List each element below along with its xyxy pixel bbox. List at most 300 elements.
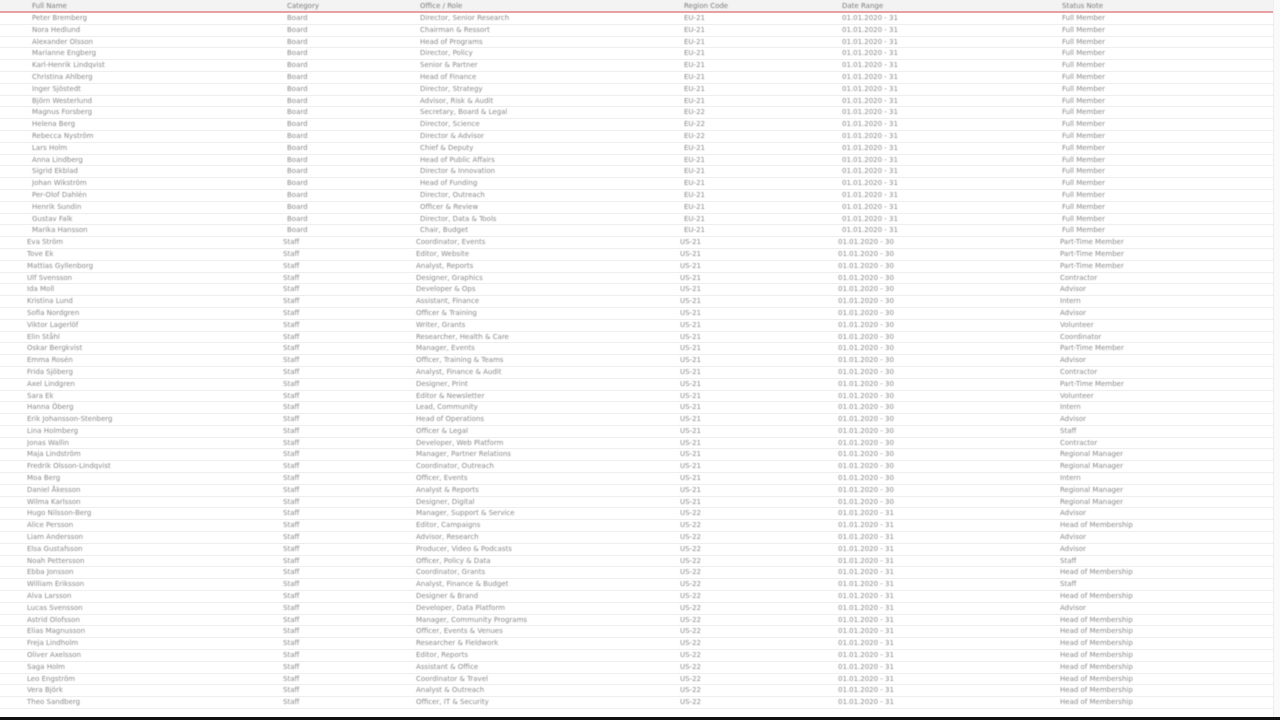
table-cell: EU-21 [684, 226, 705, 235]
table-row[interactable] [0, 402, 1280, 414]
table-row[interactable] [0, 308, 1280, 320]
table-cell: William Eriksson [27, 580, 85, 589]
table-cell: Emma Rosén [27, 356, 73, 365]
table-cell: US-21 [680, 415, 701, 424]
table-row[interactable] [0, 355, 1280, 367]
table-cell: Manager, Partner Relations [416, 450, 511, 459]
table-cell: Designer & Brand [416, 592, 479, 601]
table-cell: Full Member [1062, 72, 1105, 81]
table-cell: US-21 [680, 391, 701, 400]
table-cell: Head of Membership [1060, 568, 1133, 577]
table-cell: 01.01.2020 - 30 [838, 450, 894, 459]
table-cell: EU-22 [684, 120, 705, 129]
table-cell: Contractor [1060, 367, 1098, 376]
table-row[interactable] [0, 520, 1280, 532]
table-cell: Head of Public Affairs [420, 155, 495, 164]
table-cell: Full Member [1062, 226, 1105, 235]
table-cell: Advisor [1060, 356, 1087, 365]
table-cell: EU-21 [684, 190, 705, 199]
table-cell: Full Member [1062, 143, 1105, 152]
table-cell: EU-21 [684, 37, 705, 46]
table-row[interactable] [0, 284, 1280, 296]
table-cell: 01.01.2020 - 30 [838, 261, 894, 270]
table-cell: Coordinator, Outreach [416, 462, 494, 471]
table-cell: EU-21 [684, 14, 705, 22]
table-cell: 01.01.2020 - 30 [838, 497, 894, 506]
table-cell: US-21 [680, 285, 701, 294]
table-cell: Board [287, 167, 308, 176]
table-cell: Full Member [1062, 131, 1105, 140]
table-row[interactable] [0, 96, 1280, 108]
table-cell: Designer, Print [416, 379, 468, 388]
table-cell: Director, Outreach [420, 190, 485, 199]
table-cell: Staff [283, 426, 300, 435]
table-cell: 01.01.2020 - 31 [838, 533, 894, 542]
table-row[interactable] [0, 556, 1280, 568]
table-cell: US-21 [680, 450, 701, 459]
table-cell: Ida Moll [27, 285, 55, 294]
table-cell: Staff [283, 391, 300, 400]
table-row[interactable] [0, 261, 1280, 273]
table-cell: Board [287, 61, 308, 70]
table-cell: Viktor Lagerlöf [27, 320, 79, 329]
table-cell: Head of Membership [1060, 521, 1133, 530]
table-row[interactable] [0, 13, 1280, 25]
vertical-scrollbar[interactable] [1273, 0, 1280, 720]
table-cell: Helena Berg [32, 120, 76, 129]
table-cell: Staff [283, 686, 300, 695]
table-cell: Full Member [1062, 179, 1105, 188]
table-row[interactable] [0, 143, 1280, 155]
table-cell: Gustav Falk [32, 214, 73, 223]
table-cell: Hanna Öberg [27, 403, 74, 412]
table-row[interactable] [0, 461, 1280, 473]
table-cell: Full Member [1062, 190, 1105, 199]
table-cell: US-22 [680, 615, 701, 624]
table-cell: Anna Lindberg [32, 155, 83, 164]
table-cell: 01.01.2020 - 30 [838, 356, 894, 365]
table-cell: Per-Olof Dahlén [32, 190, 87, 199]
table-cell: Developer & Ops [416, 285, 476, 294]
column-header-date-range[interactable]: Date Range [842, 2, 884, 10]
table-row[interactable] [0, 273, 1280, 285]
table-cell: Advisor [1060, 285, 1087, 294]
table-cell: Board [287, 143, 308, 152]
table-cell: Staff [283, 462, 300, 471]
table-cell: Regional Manager [1060, 497, 1124, 506]
table-row[interactable] [0, 107, 1280, 119]
table-cell: Advisor [1060, 544, 1087, 553]
table-cell: Designer, Graphics [416, 273, 483, 282]
table-cell: Marika Hansson [32, 226, 88, 235]
table-cell: Volunteer [1060, 391, 1094, 400]
table-cell: Chairman & Ressort [420, 25, 490, 34]
column-header-region-code[interactable]: Region Code [684, 2, 729, 10]
table-cell: 01.01.2020 - 31 [838, 698, 894, 707]
table-cell: Full Member [1062, 167, 1105, 176]
table-cell: Manager, Events [416, 344, 475, 353]
table-cell: US-22 [680, 568, 701, 577]
table-cell: Advisor, Risk & Audit [420, 96, 494, 105]
table-cell: Rebecca Nyström [32, 131, 94, 140]
table-cell: Fredrik Olsson-Lindqvist [27, 462, 111, 471]
table-cell: Elsa Gustafsson [27, 544, 83, 553]
table-cell: US-21 [680, 356, 701, 365]
table-cell: Editor, Website [416, 249, 470, 258]
table-cell: EU-21 [684, 61, 705, 70]
table-cell: Head of Membership [1060, 639, 1133, 648]
table-cell: Full Member [1062, 61, 1105, 70]
table-cell: Staff [283, 285, 300, 294]
table-row[interactable] [0, 638, 1280, 650]
table-cell: Sara Ek [27, 391, 54, 400]
table-cell: Lina Holmberg [27, 426, 79, 435]
table-cell: 01.01.2020 - 30 [838, 285, 894, 294]
table-cell: 01.01.2020 - 30 [838, 367, 894, 376]
table-cell: Staff [283, 603, 300, 612]
table-cell: Eva Ström [27, 238, 64, 247]
table-row[interactable] [0, 532, 1280, 544]
table-cell: US-22 [680, 627, 701, 636]
table-row[interactable] [0, 214, 1280, 226]
table-cell: Full Member [1062, 155, 1105, 164]
table-cell: US-21 [680, 273, 701, 282]
table-cell: 01.01.2020 - 31 [838, 592, 894, 601]
table-cell: 01.01.2020 - 31 [842, 190, 898, 199]
table-cell: 01.01.2020 - 30 [838, 379, 894, 388]
column-header-full-name[interactable]: Full Name [32, 2, 67, 10]
table-cell: Board [287, 202, 308, 211]
table-cell: Frida Sjöberg [27, 367, 73, 376]
table-cell: Head of Operations [416, 415, 484, 424]
table-cell: 01.01.2020 - 31 [842, 167, 898, 176]
table-cell: Part-Time Member [1060, 261, 1124, 270]
table-cell: 01.01.2020 - 30 [838, 273, 894, 282]
table-row[interactable] [0, 473, 1280, 485]
table-cell: US-21 [680, 379, 701, 388]
table-cell: Head of Membership [1060, 627, 1133, 636]
table-row[interactable] [0, 343, 1280, 355]
table-row[interactable] [0, 497, 1280, 509]
table-row[interactable] [0, 567, 1280, 579]
table-cell: Ebba Jonsson [27, 568, 74, 577]
table-cell: Full Member [1062, 25, 1105, 34]
table-cell: 01.01.2020 - 30 [838, 415, 894, 424]
table-row[interactable] [0, 84, 1280, 96]
table-cell: EU-21 [684, 25, 705, 34]
table-row[interactable] [0, 685, 1280, 697]
table-cell: Oskar Bergkvist [27, 344, 83, 353]
table-cell: US-21 [680, 344, 701, 353]
table-cell: 01.01.2020 - 30 [838, 438, 894, 447]
column-header-category[interactable]: Category [287, 2, 319, 10]
table-row[interactable] [0, 119, 1280, 131]
table-cell: Staff [283, 556, 300, 565]
table-row[interactable] [0, 508, 1280, 520]
table-cell: US-22 [680, 544, 701, 553]
table-row[interactable] [0, 591, 1280, 603]
column-header-office-role[interactable]: Office / Role [420, 2, 463, 10]
table-cell: 01.01.2020 - 30 [838, 320, 894, 329]
table-cell: Maja Lindström [27, 450, 81, 459]
table-cell: 01.01.2020 - 30 [838, 391, 894, 400]
table-cell: Staff [283, 450, 300, 459]
table-cell: Editor, Campaigns [416, 521, 481, 530]
table-cell: 01.01.2020 - 30 [838, 462, 894, 471]
table-cell: EU-21 [684, 96, 705, 105]
table-cell: Head of Membership [1060, 686, 1133, 695]
table-cell: US-21 [680, 261, 701, 270]
table-cell: EU-21 [684, 214, 705, 223]
table-cell: Editor, Reports [416, 651, 469, 660]
table-row[interactable] [0, 225, 1280, 237]
table-cell: 01.01.2020 - 31 [842, 179, 898, 188]
table-cell: Liam Andersson [27, 533, 84, 542]
table-cell: Staff [283, 544, 300, 553]
table-row[interactable] [0, 237, 1280, 249]
table-cell: 01.01.2020 - 31 [842, 143, 898, 152]
table-row[interactable] [0, 662, 1280, 674]
table-cell: Officer, Training & Teams [416, 356, 504, 365]
table-cell: US-21 [680, 367, 701, 376]
table-cell: US-22 [680, 592, 701, 601]
table-cell: Staff [283, 674, 300, 683]
table-cell: US-22 [680, 651, 701, 660]
table-cell: Staff [283, 592, 300, 601]
table-cell: 01.01.2020 - 31 [842, 72, 898, 81]
table-cell: Karl-Henrik Lindqvist [32, 61, 105, 70]
table-cell: Astrid Olofsson [27, 615, 80, 624]
table-cell: Director, Strategy [420, 84, 483, 93]
table-cell: Officer & Training [416, 308, 477, 317]
table-row[interactable] [0, 544, 1280, 556]
table-row[interactable] [0, 367, 1280, 379]
table-cell: Tove Ek [27, 249, 54, 258]
table-cell: Full Member [1062, 108, 1105, 117]
table-cell: Staff [283, 238, 300, 247]
table-cell: Officer, IT & Security [416, 698, 489, 707]
table-row[interactable] [0, 249, 1280, 261]
table-cell: US-21 [680, 497, 701, 506]
table-cell: Advisor [1060, 533, 1087, 542]
table-body [0, 13, 1280, 718]
table-cell: 01.01.2020 - 31 [838, 627, 894, 636]
table-row[interactable] [0, 449, 1280, 461]
table-row[interactable] [0, 603, 1280, 615]
table-cell: EU-22 [684, 108, 705, 117]
table-row[interactable] [0, 60, 1280, 72]
table-row[interactable] [0, 25, 1280, 37]
table-cell: 01.01.2020 - 31 [842, 49, 898, 58]
table-cell: Writer, Grants [416, 320, 466, 329]
table-cell: Kristina Lund [27, 297, 73, 306]
table-cell: Alva Larsson [27, 592, 72, 601]
table-cell: 01.01.2020 - 31 [842, 155, 898, 164]
table-cell: Jonas Wallin [27, 438, 69, 447]
table-cell: 01.01.2020 - 31 [842, 14, 898, 22]
table-cell: Director, Data & Tools [420, 214, 497, 223]
table-cell: US-21 [680, 438, 701, 447]
table-cell: Head of Membership [1060, 698, 1133, 707]
table-cell: Magnus Forsberg [32, 108, 93, 117]
table-cell: Staff [283, 379, 300, 388]
table-cell: US-21 [680, 308, 701, 317]
table-cell: Staff [283, 249, 300, 258]
table-cell: Noah Pettersson [27, 556, 85, 565]
table-cell: US-21 [680, 249, 701, 258]
table-cell: US-22 [680, 509, 701, 518]
table-cell: 01.01.2020 - 30 [838, 344, 894, 353]
table-row[interactable] [0, 697, 1280, 709]
table-cell: Assistant, Finance [416, 297, 480, 306]
table-cell: 01.01.2020 - 31 [842, 120, 898, 129]
table-row[interactable] [0, 178, 1280, 190]
table-cell: Lucas Svensson [27, 603, 83, 612]
table-cell: 01.01.2020 - 30 [838, 426, 894, 435]
table-row[interactable] [0, 37, 1280, 49]
table-cell: 01.01.2020 - 31 [842, 131, 898, 140]
table-cell: Head of Membership [1060, 674, 1133, 683]
table-cell: Board [287, 120, 308, 129]
table-row[interactable] [0, 391, 1280, 403]
table-cell: 01.01.2020 - 30 [838, 249, 894, 258]
table-cell: Chief & Deputy [420, 143, 474, 152]
table-cell: Hugo Nilsson-Berg [27, 509, 92, 518]
table-row[interactable] [0, 48, 1280, 60]
column-header-status-note[interactable]: Status Note [1062, 2, 1104, 10]
table-cell: Lars Holm [32, 143, 68, 152]
table-row[interactable] [0, 485, 1280, 497]
table-cell: Staff [283, 615, 300, 624]
table-cell: Sofia Nordgren [27, 308, 80, 317]
table-cell: Head of Membership [1060, 662, 1133, 671]
table-cell: Oliver Axelsson [27, 651, 81, 660]
table-cell: Staff [283, 332, 300, 341]
table-cell: Analyst, Finance & Audit [416, 367, 502, 376]
table-cell: Staff [283, 273, 300, 282]
table-cell: Coordinator, Events [416, 238, 486, 247]
table-cell: Contractor [1060, 273, 1098, 282]
table-cell: Advisor, Research [416, 533, 479, 542]
table-cell: Staff [283, 367, 300, 376]
table-cell: Staff [283, 580, 300, 589]
table-cell: Editor & Newsletter [416, 391, 485, 400]
table-cell: 01.01.2020 - 31 [842, 226, 898, 235]
table-row[interactable] [0, 414, 1280, 426]
table-cell: US-22 [680, 521, 701, 530]
table-cell: Board [287, 25, 308, 34]
table-cell: 01.01.2020 - 31 [838, 603, 894, 612]
table-cell: Moa Berg [27, 474, 61, 483]
table-cell: Director, Science [420, 120, 480, 129]
table-cell: Contractor [1060, 438, 1098, 447]
table-cell: 01.01.2020 - 31 [842, 96, 898, 105]
table-cell: Manager, Community Programs [416, 615, 528, 624]
table-row[interactable] [0, 615, 1280, 627]
table-cell: Board [287, 96, 308, 105]
table-row[interactable] [0, 72, 1280, 84]
table-row[interactable] [0, 131, 1280, 143]
table-cell: 01.01.2020 - 31 [838, 674, 894, 683]
table-cell: Part-Time Member [1060, 344, 1124, 353]
table-cell: Advisor [1060, 603, 1087, 612]
table-cell: 01.01.2020 - 31 [842, 214, 898, 223]
table-cell: 01.01.2020 - 31 [838, 639, 894, 648]
table-cell: US-21 [680, 238, 701, 247]
table-cell: Board [287, 14, 308, 22]
table-cell: 01.01.2020 - 31 [842, 37, 898, 46]
table-cell: Researcher, Health & Care [416, 332, 509, 341]
table-cell: 01.01.2020 - 30 [838, 474, 894, 483]
table-row[interactable] [0, 579, 1280, 591]
table-cell: Coordinator [1060, 332, 1102, 341]
table-cell: Sigrid Ekblad [32, 167, 78, 176]
table-cell: Designer, Digital [416, 497, 475, 506]
table-cell: Head of Membership [1060, 592, 1133, 601]
table-cell: Board [287, 37, 308, 46]
table-cell: Advisor [1060, 415, 1087, 424]
table-cell: Freja Lindholm [27, 639, 79, 648]
table-cell: Inger Sjöstedt [32, 84, 81, 93]
table-cell: Björn Westerlund [32, 96, 93, 105]
table-cell: 01.01.2020 - 30 [838, 403, 894, 412]
table-row[interactable] [0, 438, 1280, 450]
table-cell: Head of Membership [1060, 651, 1133, 660]
table-cell: Staff [283, 627, 300, 636]
table-cell: Ulf Svensson [27, 273, 73, 282]
table-cell: Officer & Review [420, 202, 479, 211]
table-cell: 01.01.2020 - 30 [838, 238, 894, 247]
table-row[interactable] [0, 190, 1280, 202]
table-cell: Regional Manager [1060, 462, 1124, 471]
table-row[interactable] [0, 674, 1280, 686]
table-cell: Full Member [1062, 49, 1105, 58]
table-row[interactable] [0, 166, 1280, 178]
table-cell: Theo Sandberg [27, 698, 81, 707]
table-cell: Advisor [1060, 509, 1087, 518]
table-row[interactable] [0, 202, 1280, 214]
table-cell: US-22 [680, 580, 701, 589]
table-row[interactable] [0, 296, 1280, 308]
table-cell: EU-21 [684, 202, 705, 211]
table-row[interactable] [0, 626, 1280, 638]
table-cell: US-21 [680, 320, 701, 329]
table-cell: Peter Bremberg [32, 14, 88, 22]
table-cell: Mattias Gyllenborg [27, 261, 94, 270]
table-cell: Johan Wikström [32, 179, 87, 188]
table-cell: US-21 [680, 403, 701, 412]
table-cell: 01.01.2020 - 30 [838, 297, 894, 306]
table-cell: Part-Time Member [1060, 238, 1124, 247]
table-cell: Vera Björk [27, 686, 63, 695]
table-cell: 01.01.2020 - 31 [838, 544, 894, 553]
table-cell: 01.01.2020 - 31 [838, 509, 894, 518]
table-cell: Full Member [1062, 14, 1105, 22]
table-row[interactable] [0, 379, 1280, 391]
table-cell: Director, Policy [420, 49, 473, 58]
table-cell: Officer, Policy & Data [416, 556, 491, 565]
table-row[interactable] [0, 426, 1280, 438]
table-cell: Chair, Budget [420, 226, 469, 235]
table-row[interactable] [0, 320, 1280, 332]
table-row[interactable] [0, 155, 1280, 167]
table-cell: Staff [283, 261, 300, 270]
table-cell: Head of Funding [420, 179, 478, 188]
table-row[interactable] [0, 650, 1280, 662]
table-row[interactable] [0, 332, 1280, 344]
table-cell: Nora Hedlund [32, 25, 81, 34]
table-cell: 01.01.2020 - 31 [842, 25, 898, 34]
